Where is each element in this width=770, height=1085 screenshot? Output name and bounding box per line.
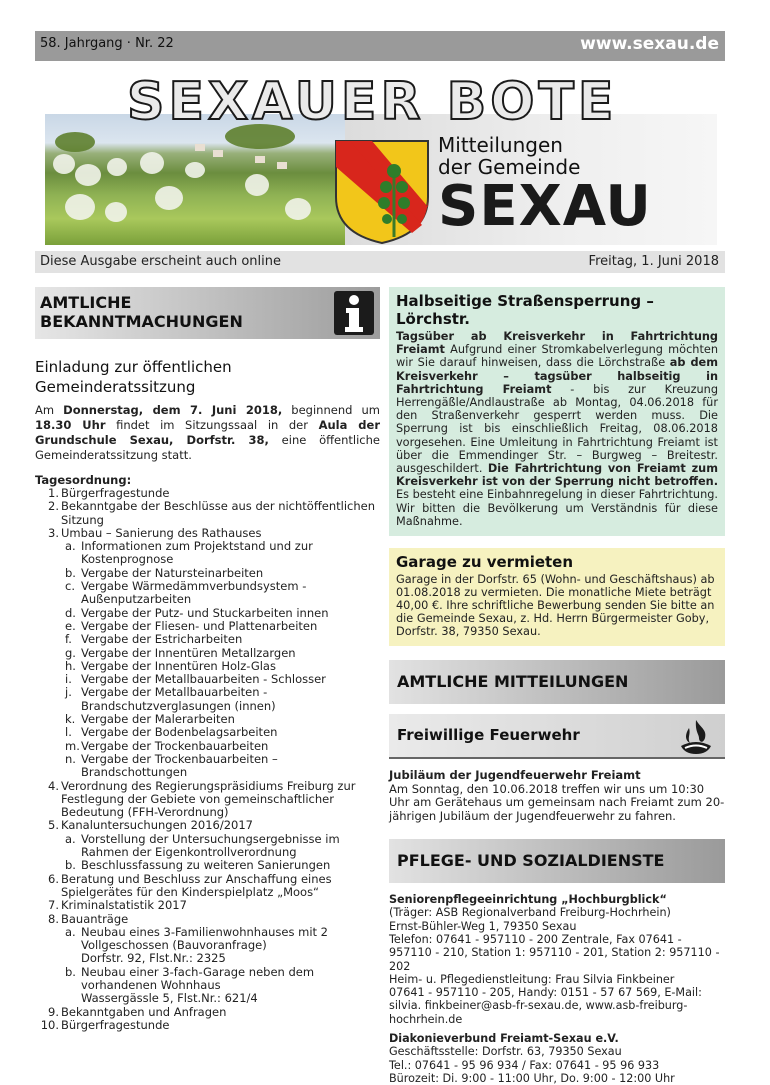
agenda-subitem: h. Vergabe der Innentüren Holz-Glas xyxy=(65,658,276,673)
section-title: PFLEGE- UND SOZIALDIENSTE xyxy=(397,851,665,871)
agenda-list xyxy=(35,487,380,1032)
section-title-line-2: BEKANNTMACHUNGEN xyxy=(40,312,243,331)
coat-of-arms-icon xyxy=(332,137,432,247)
contact-title: Diakonieverbund Freiamt-Sexau e.V. xyxy=(389,1032,619,1046)
contact-line: Tel.: 07641 - 95 96 934 / Fax: 07641 - 95 96 933 xyxy=(389,1058,660,1072)
agenda-subitem: l. Vergabe der Bodenbelagsarbeiten xyxy=(65,725,278,740)
senior-care-contact xyxy=(389,893,725,1026)
agenda-subitem: b. Neubau einer 3-fach-Garage neben dem vorhandenen Wohnhaus Wassergässle 5, Flst.Nr.: 621/4 xyxy=(65,964,315,1006)
agenda-item: 1. Bürgerfragestunde xyxy=(48,486,170,500)
agenda-subitem: k. Vergabe der Malerarbeiten xyxy=(65,712,235,727)
garage-title: Garage zu vermieten xyxy=(396,553,574,572)
agenda-subitem: f. Vergabe der Estricharbeiten xyxy=(65,632,243,647)
agenda-sublist xyxy=(61,540,380,779)
meeting-heading xyxy=(35,357,380,397)
contact-line: Ernst-Bühler-Weg 1, 79350 Sexau xyxy=(389,919,577,933)
agenda-item: 5. Kanaluntersuchungen 2016/2017 a. Vorstellung der Untersuchungsergebnisse im Rahmen der Eigenkontrollverordnung b. Beschlussfassung zu weiteren Sanierungen xyxy=(35,819,380,872)
info-icon xyxy=(334,291,374,335)
contact-line: Heim- u. Pflegedienstleitung: Frau Silvia Finkbeiner xyxy=(389,972,675,986)
agenda-subitem: c. Vergabe Wärmedämmverbundsystem - Außenputzarbeiten xyxy=(65,579,307,607)
agenda-subitem: a. Vorstellung der Untersuchungsergebnisse im Rahmen der Eigenkontrollverordnung xyxy=(65,831,340,860)
agenda-subitem: n. Vergabe der Trockenbauarbeiten – Brandschottungen xyxy=(65,751,278,780)
section-title: Freiwillige Feuerwehr xyxy=(397,726,580,745)
section-header-pflege xyxy=(389,839,725,883)
section-title xyxy=(40,293,243,331)
youth-fire-brigade-notice xyxy=(389,769,725,823)
contact-line: Bürozeit: Di. 9:00 - 11:00 Uhr, Do. 9:00 - 12:00 Uhr xyxy=(389,1071,675,1085)
subtitle-line-1: Mitteilungen xyxy=(438,133,563,157)
diakonie-contact xyxy=(389,1032,725,1085)
agenda-sublist xyxy=(61,926,380,1006)
section-header-feuerwehr xyxy=(389,714,725,759)
agenda-item: 4. Verordnung des Regierungspräsidiums Freiburg zur Festlegung der Gebiete von gemeinschaftlicher Bedeutung (FFH-Verordnung) xyxy=(48,778,356,820)
agenda-item: 9. Bekanntgaben und Anfragen xyxy=(48,1004,227,1019)
notice-body: Am Sonntag, den 10.06.2018 treffen wir uns um 10:30 Uhr am Gerätehaus um gemeinsam nach Freiamt zum 20-jährigen Jubiläum der Jugendfeuerwehr zu fahren. xyxy=(389,781,725,823)
notice-title: Jubiläum der Jugendfeuerwehr Freiamt xyxy=(389,768,641,783)
road-closure-notice xyxy=(389,287,725,536)
agenda-subitem: i. Vergabe der Metallbauarbeiten - Schlosser xyxy=(65,672,326,687)
contact-line: Telefon: 07641 - 957110 - 200 Zentrale, Fax 07641 - 957110 - 210, Station 1: 957110 - 201, Station 2: 957110 - 202 xyxy=(389,932,720,973)
agenda-subitem: e. Vergabe der Fliesen- und Plattenarbeiten xyxy=(65,618,318,633)
subtitle-line-2: der Gemeinde xyxy=(438,155,581,179)
meeting-heading-line-2: Gemeinderatssitzung xyxy=(35,378,196,396)
masthead-banner xyxy=(45,70,717,245)
left-column xyxy=(35,287,380,1032)
road-closure-body: Tagsüber ab Kreisverkehr in Fahrtrichtung Freiamt Aufgrund einer Stromkabelverlegung möchten wir Sie darauf hinweisen, dass die Lörchstraße ab dem Kreisverkehr – tagsüber halbseitig in Fahrtrichtung Freiamt - bis zur Kreuzung Herrengäßle/Andlaustraße ab Montag, 04.06.2018 für den Straßenverkehr gesperrt werden muss. Die Sperrung ist bis einschließlich Freitag, 08.06.2018 vorgesehen. Eine Umleitung in Fahrtrichtung Freiamt ist über die Emmendinger Str. – Burgweg – Breitestr. ausgeschildert. Die Fahrtrichtung von Freiamt zum Kreisverkehr ist von der Sperrung nicht betroffen. Es besteht eine Einbahnregelung in dieser Fahrtrichtung. Wir bitten die Bevölkerung um Verständnis für diese Maßnahme. xyxy=(396,330,719,528)
issue-date: Freitag, 1. Juni 2018 xyxy=(588,254,719,269)
section-title-line-1: AMTLICHE xyxy=(40,293,132,312)
road-closure-title: Halbseitige Straßensperrung – Lörchstr. xyxy=(396,292,654,328)
garage-notice xyxy=(389,548,725,646)
agenda-item: 8. Bauanträge a. Neubau eines 3-Familienwohnhauses mit 2 Vollgeschossen (Bauvoranfrage) Dorfstr. 92, Flst.Nr.: 2325 b. Neubau einer 3-fach-Garage neben dem vorhandenen Wohnhaus Wassergässle 5, Flst.Nr.: 621/4 xyxy=(35,913,380,1006)
town-name: SEXAU xyxy=(438,174,652,239)
section-header-amtliche-mitteilungen xyxy=(389,660,725,704)
masthead-subtitle xyxy=(438,134,580,178)
meeting-intro: Am Donnerstag, dem 7. Juni 2018, beginnend um 18.30 Uhr findet im Sitzungssaal in der Aula der Grundschule Sexau, Dorfstr. 38, eine öffentliche Gemeinderatssitzung statt. xyxy=(35,403,380,462)
contact-line: Geschäftsstelle: Dorfstr. 63, 79350 Sexau xyxy=(389,1045,622,1059)
contact-line: (Träger: ASB Regionalverband Freiburg-Hochrhein) xyxy=(389,906,671,920)
contact-title: Seniorenpflegeeinrichtung „Hochburgblick“ xyxy=(389,893,667,907)
agenda-subitem: m. Vergabe der Trockenbauarbeiten xyxy=(65,738,269,753)
website-link[interactable]: www.sexau.de xyxy=(580,34,719,54)
agenda-item: 6. Beratung und Beschluss zur Anschaffung eines Spielgerätes für den Kinderspielplatz „Moos“ xyxy=(48,871,332,899)
fire-brigade-icon xyxy=(677,718,715,756)
top-bar xyxy=(35,31,725,61)
agenda-label: Tagesordnung: xyxy=(35,473,132,487)
agenda-subitem: a. Informationen zum Projektstand und zur Kostenprognose xyxy=(65,539,313,567)
agenda-item: 10. Bürgerfragestunde xyxy=(40,1017,170,1032)
masthead-title: SEXAUER BOTE xyxy=(127,72,618,132)
edition-bar xyxy=(35,251,725,273)
garage-body: Garage in der Dorfstr. 65 (Wohn- und Geschäftshaus) ab 01.08.2018 zu vermieten. Die monatliche Miete beträgt 40,00 €. Ihre schriftliche Bewerbung senden Sie bitte an die Gemeinde Sexau, z. Hd. Herrn Bürgermeister Goby, Dorfstr. 38, 79350 Sexau. xyxy=(396,573,715,639)
online-note: Diese Ausgabe erscheint auch online xyxy=(40,254,281,269)
agenda-subitem: j. Vergabe der Metallbauarbeiten - Brandschutzverglasungen (innen) xyxy=(65,685,276,713)
section-title: AMTLICHE MITTEILUNGEN xyxy=(397,672,629,692)
agenda-subitem: g. Vergabe der Innentüren Metallzargen xyxy=(65,645,296,660)
right-column xyxy=(389,287,725,1085)
section-header-amtliche xyxy=(35,287,380,339)
agenda-subitem: b. Beschlussfassung zu weiteren Sanierungen xyxy=(65,858,331,873)
agenda-item: 7. Kriminalstatistik 2017 xyxy=(48,898,187,913)
agenda-sublist xyxy=(61,833,380,873)
contact-line: 07641 - 957110 - 205, Handy: 0151 - 57 67 569, E-Mail: silvia. finkbeiner@asb-fr-sexau.de, www.asb-freiburg-hochrhein.de xyxy=(389,986,702,1026)
agenda-subitem: b. Vergabe der Natursteinarbeiten xyxy=(65,565,264,580)
agenda-subitem: d. Vergabe der Putz- und Stuckarbeiten innen xyxy=(65,605,329,620)
issue-number: 58. Jahrgang · Nr. 22 xyxy=(40,36,174,51)
meeting-heading-line-1: Einladung zur öffentlichen xyxy=(35,358,232,376)
landscape-photo xyxy=(45,114,345,245)
agenda-item: 3. Umbau – Sanierung des Rathauses a. Informationen zum Projektstand und zur Kostenprognose b. Vergabe der Natursteinarbeiten c. Vergabe Wärmedämmverbundsystem - Außenputzarbeiten d. Vergabe der Putz- und Stuckarbeiten innen e. Vergabe der Fliesen- und Plattenarbeiten f. Vergabe der Estricharbeiten g. Vergabe der Innentüren Metallzargen h. Vergabe der Innentüren Holz-Glas i. Vergabe der Metallbauarbeiten - Schlosser j. Vergabe der Metallbauarbeiten - Brandschutzverglasungen (innen) k. Vergabe der Malerarbeiten l. Vergabe der Bodenbelagsarbeiten m. Vergabe der Trockenbauarbeiten n. Vergabe der Trockenbauarbeiten – Brandschottungen xyxy=(35,527,380,780)
agenda-item: 2. Bekanntgabe der Beschlüsse aus der nichtöffentlichen Sitzung xyxy=(48,499,375,527)
agenda-subitem: a. Neubau eines 3-Familienwohnhauses mit 2 Vollgeschossen (Bauvoranfrage) Dorfstr. 92, Flst.Nr.: 2325 xyxy=(65,924,328,966)
